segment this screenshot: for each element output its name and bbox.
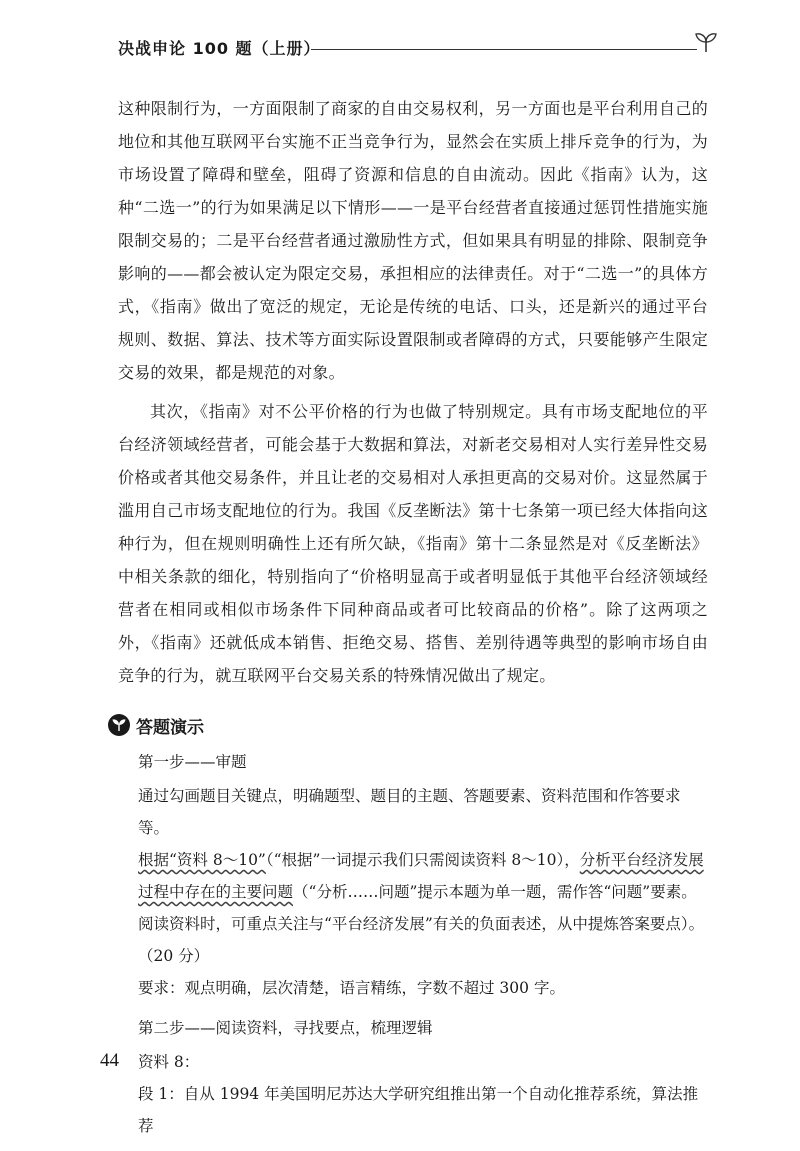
question-note-basis: （“根据”一词提示我们只需阅读资料 8～10）， — [265, 851, 580, 869]
step-2-title: 第二步——阅读资料，寻找要点，梳理逻辑 — [138, 1019, 433, 1037]
answer-section-title: 答题演示 — [136, 717, 204, 738]
sprout-icon — [694, 30, 718, 54]
book-title: 决战申论 100 题（上册） — [118, 39, 321, 58]
answer-section-heading — [108, 710, 708, 740]
main-content — [118, 92, 708, 1142]
material-paragraph-1: 段 1：自从 1994 年美国明尼苏达大学研究组推出第一个自动化推荐系统，算法推荐 — [138, 1085, 699, 1135]
question-keyword-task: 分析平台经济发展过程中存在的主要问题 — [138, 851, 704, 901]
question-analysis — [118, 844, 708, 972]
header-rule — [311, 49, 697, 50]
requirement-text: 要求：观点明确，层次清楚，语言精练，字数不超过 300 字。 — [138, 979, 565, 997]
material-label: 资料 8： — [138, 1053, 200, 1071]
step-1-title: 第一步——审题 — [138, 753, 247, 771]
paragraph-2: 其次，《指南》对不公平价格的行为也做了特别规定。具有市场支配地位的平台经济领域经营者，可能会基于大数据和算法，对新老交易相对人实行差异性交易价格或者其他交易条件，并且让老的交易相对人承担更高的交易对价。这显然属于滥用自己市场支配地位的行为。我国《反垄断法》第十七条第一项已经大体指向这种行为，但在规则明确性上还有所欠缺，《指南》第十二条显然是对《反垄断法》中相关条款的细化，特别指向了“价格明显高于或者明显低于其他平台经济领域经营者在相同或相似市场条件下同种商品或者可比较商品的价格”。除了这两项之外，《指南》还就低成本销售、拒绝交易、搭售、差别待遇等典型的影响市场自由竞争的行为，就互联网平台交易关系的特殊情况做出了规定。 — [118, 402, 708, 685]
paragraph-1: 这种限制行为，一方面限制了商家的自由交易权利，另一方面也是平台利用自己的地位和其他互联网平台实施不正当竞争行为，显然会在实质上排斥竞争的行为，为市场设置了障碍和壁垒，阻碍了资源和信息的自由流动。因此《指南》认为，这种“二选一”的行为如果满足以下情形——一是平台经营者直接通过惩罚性措施实施限制交易的；二是平台经营者通过激励性方式，但如果具有明显的排除、限制竞争影响的——都会被认定为限定交易，承担相应的法律责任。对于“二选一”的具体方式，《指南》做出了宽泛的规定，无论是传统的电话、口头，还是新兴的通过平台规则、数据、算法、技术等方面实际设置限制或者障碍的方式，只要能够产生限定交易的效果，都是规范的对象。 — [118, 99, 708, 382]
leaf-icon — [108, 714, 130, 736]
page-header — [118, 36, 718, 62]
question-note-task: （“分析……问题”提示本题为单一题，需作答“问题”要素。阅读资料时，可重点关注与“平台经济发展”有关的负面表述，从中提炼答案要点）。（20 分） — [138, 883, 705, 965]
page-number: 44 — [100, 1050, 119, 1071]
question-keyword-basis: 根据“资料 8～10” — [138, 851, 266, 869]
step-1-intro: 通过勾画题目关键点，明确题型、题目的主题、答题要素、资料范围和作答要求等。 — [138, 787, 681, 837]
